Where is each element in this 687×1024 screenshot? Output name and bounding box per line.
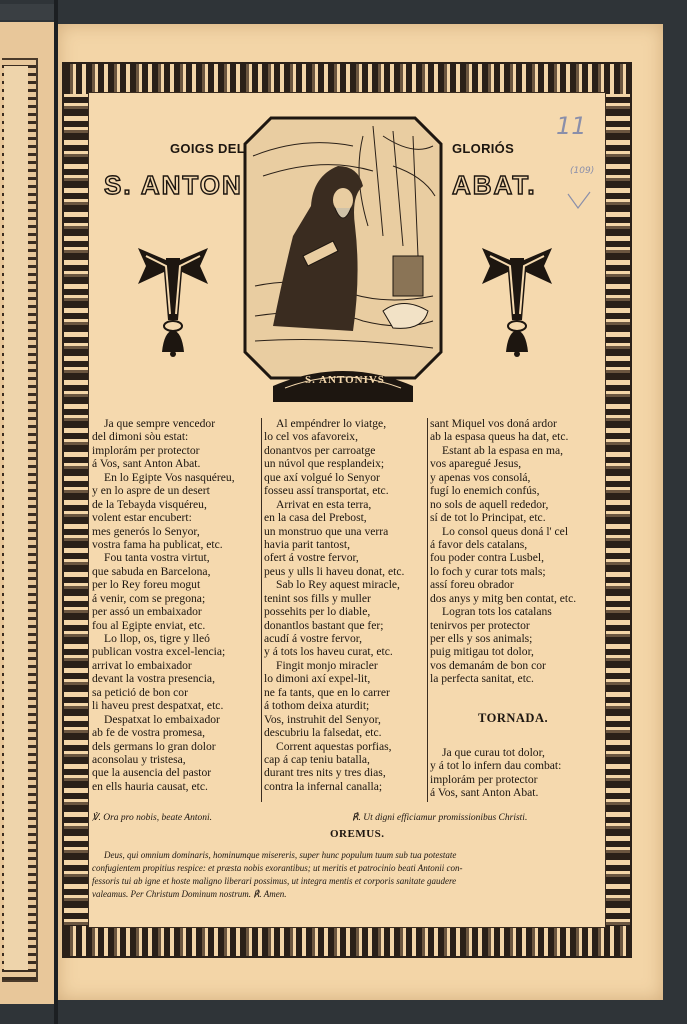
- handwritten-number: 11: [556, 112, 587, 140]
- verse-line: no sols de aquell rededor,: [430, 497, 549, 511]
- verse-line: puig mitigau tot dolor,: [430, 645, 534, 659]
- verse-line: peus y ulls li haveu donat, etc.: [264, 564, 405, 578]
- verse-line: implorám per protector: [430, 772, 538, 786]
- oremus-heading: OREMUS.: [330, 828, 385, 840]
- verse-line: assí foreu obrador: [430, 578, 514, 592]
- verse-line: durant tres nits y tres dias,: [264, 766, 386, 780]
- left-page-tab: [0, 4, 54, 20]
- prayer-line: confugientem propitius respice: et præsta nobis exorantibus; ut meritis et patrocinio beati Antonii con-: [92, 863, 463, 873]
- verse-line: que sabuda en Barcelona,: [92, 564, 211, 578]
- tornada-heading: TORNADA.: [478, 711, 549, 725]
- verse-line: sí de tot lo Principat, etc.: [430, 511, 546, 525]
- saint-anthony-woodcut-icon: [243, 116, 443, 402]
- verse-line: un núvol que resplandeix;: [264, 457, 385, 471]
- verse-line: tenint sos fills y muller: [264, 591, 371, 605]
- verse-line: á venir, com se pregona;: [92, 591, 206, 605]
- verse-line: ab fe de vostra promesa,: [92, 726, 205, 740]
- response: ℟. Ut digni efficiamur promissionibus Christi.: [352, 813, 528, 823]
- verse-column-3: [430, 417, 602, 686]
- verse-line: donantlos bastant que fer;: [264, 618, 384, 632]
- verse-line: dels germans lo gran dolor: [92, 739, 216, 753]
- verse-line: publican vostra excel-lencia;: [92, 645, 226, 659]
- tau-cross-right-icon: [480, 240, 554, 358]
- verse-line: vos demanám de bon cor: [430, 658, 546, 672]
- closing-prayer: [92, 849, 598, 901]
- verse-line: lo dimoni axí expel-lit,: [264, 672, 371, 686]
- verse-line: Logran tots los catalans: [442, 605, 552, 619]
- title-abat: ABAT.: [452, 170, 537, 200]
- verse-line: Vos, instruhit del Senyor,: [264, 712, 381, 726]
- handwritten-check-mark-icon: [566, 190, 592, 212]
- verse-line: Ja que curau tot dolor,: [442, 746, 545, 759]
- woodcut-caption: S. ANTONIVS: [305, 374, 385, 386]
- title-glorios: GLORIÓS: [452, 141, 515, 156]
- verse-line: un monstruo que una verra: [264, 524, 389, 538]
- verse-line: per ells y sos animals;: [430, 632, 533, 645]
- verse-line: á favor dels catalans,: [430, 537, 528, 551]
- left-page-edge: [0, 22, 54, 1004]
- verse-line: devant la vostra presencia,: [92, 672, 215, 686]
- verse-line: Al empéndrer lo viatge,: [276, 417, 387, 430]
- verse-line: acudí á vostre fervor,: [264, 632, 363, 645]
- verse-line: á Vos, sant Anton Abat.: [92, 457, 201, 471]
- verse-line: per assó un embaixador: [92, 605, 202, 619]
- verse-line: per lo Rey foreu mogut: [92, 578, 201, 592]
- verse-line: que axí volgué lo Senyor: [264, 470, 380, 484]
- verse-line: Ja que sempre vencedor: [104, 417, 216, 430]
- verse-line: arrivat lo embaixador: [92, 658, 192, 672]
- verse-line: á Vos, sant Anton Abat.: [430, 786, 539, 800]
- verse-line: de la Tebayda visquéreu,: [92, 497, 207, 511]
- handwritten-catalog-note: (109): [570, 166, 595, 176]
- column-divider: [427, 418, 428, 802]
- verse-column-2: [264, 417, 426, 793]
- verse-line: á tothom deixa aturdit;: [264, 699, 370, 713]
- tornada-verse: [430, 746, 561, 800]
- verse-line: y á tot lo infern dau combat:: [430, 759, 562, 773]
- verse-line: aconsolau y tristesa,: [92, 752, 186, 766]
- verse-line: fou al Egipte enviat, etc.: [92, 618, 206, 632]
- verse-line: descubriu la falsedat, etc.: [264, 726, 382, 740]
- verse-line: sant Miquel vos doná ardor: [430, 417, 557, 430]
- verse-line: possehits per lo diable,: [264, 605, 371, 619]
- verse-line: Corrent aquestas porfias,: [276, 739, 392, 753]
- versicle: ℣. Ora pro nobis, beate Antoni.: [92, 813, 212, 823]
- verse-line: contra la infernal canalla;: [264, 779, 383, 793]
- verse-line: fou poder contra Lusbel,: [430, 551, 544, 565]
- verse-line: dos anys y mitg ben contat, etc.: [430, 591, 577, 605]
- verse-line: En lo Egipte Vos nasquéreu,: [104, 470, 235, 484]
- title-goigs-del: GOIGS DEL: [170, 141, 245, 156]
- verse-line: lo foch y curar tots mals;: [430, 564, 546, 578]
- verse-line: en la casa del Prebost,: [264, 511, 367, 525]
- verse-line: y apenas vos consolá,: [430, 470, 531, 484]
- verse-line: Arrivat en esta terra,: [276, 497, 372, 511]
- verse-line: mes generós lo Senyor,: [92, 524, 200, 538]
- verse-line: Lo llop, os, tigre y lleó: [104, 632, 210, 645]
- verse-line: sa petició de bon cor: [92, 685, 188, 699]
- prayer-line: valeamus. Per Christum Dominum nostrum. ℟. Amen.: [92, 889, 287, 899]
- verse-line: y á tots los haveu curat, etc.: [264, 645, 393, 659]
- verse-line: ab la espasa queus ha dat, etc.: [430, 430, 569, 444]
- verse-line: vos aparegué Jesus,: [430, 457, 522, 471]
- column-divider: [261, 418, 262, 802]
- prayer-line: Deus, qui omnium dominaris, hominumque misereris, super hunc populum tuum sub tua potestate: [104, 850, 457, 860]
- verse-line: tenirvos per protector: [430, 618, 530, 632]
- verse-line: implorám per protector: [92, 443, 200, 457]
- verse-line: ofert á vostre fervor,: [264, 551, 359, 565]
- verse-line: Despatxat lo embaixador: [104, 712, 220, 726]
- verse-line: vostra fama ha publicat, etc.: [92, 537, 223, 551]
- verse-line: en ells hauria causat, etc.: [92, 779, 208, 793]
- verse-line: donantvos per carroatge: [264, 443, 376, 457]
- verse-line: lo cel vos afavoreix,: [264, 430, 359, 444]
- verse-column-1: [92, 417, 260, 793]
- title-s-anton: S. ANTON: [104, 170, 243, 200]
- verse-line: Lo consol queus doná l' cel: [442, 524, 569, 538]
- verse-line: ne fa tants, que en lo carrer: [264, 685, 390, 699]
- verse-line: volent estar encubert:: [92, 511, 192, 525]
- verse-line: fosseu assí transportat, etc.: [264, 484, 389, 498]
- verse-line: del dimoni sòu estat:: [92, 430, 189, 444]
- verse-line: la perfecta sanitat, etc.: [430, 672, 534, 686]
- verse-line: cap á cap teniu batalla,: [264, 752, 370, 766]
- verse-line: fugí lo enemich confús,: [430, 484, 540, 498]
- verse-line: que la ausencia del pastor: [92, 766, 212, 780]
- verse-line: Estant ab la espasa en ma,: [442, 443, 564, 457]
- prayer-line: fessoris tui ab igne et hoste maligno liberari possimus, ut integra mentis et corporis sanitate gaudere: [92, 876, 457, 886]
- verse-line: Fingit monjo miracler: [276, 658, 378, 672]
- left-page-inner: [4, 66, 28, 970]
- verse-line: Sab lo Rey aquest miracle,: [276, 578, 400, 592]
- verse-line: y en lo aspre de un desert: [92, 484, 210, 498]
- tau-cross-left-icon: [136, 240, 210, 358]
- verse-line: li haveu prest despatxat, etc.: [92, 699, 224, 713]
- verse-line: Fou tanta vostra virtut,: [104, 551, 210, 565]
- verse-line: havia parit tantost,: [264, 537, 350, 551]
